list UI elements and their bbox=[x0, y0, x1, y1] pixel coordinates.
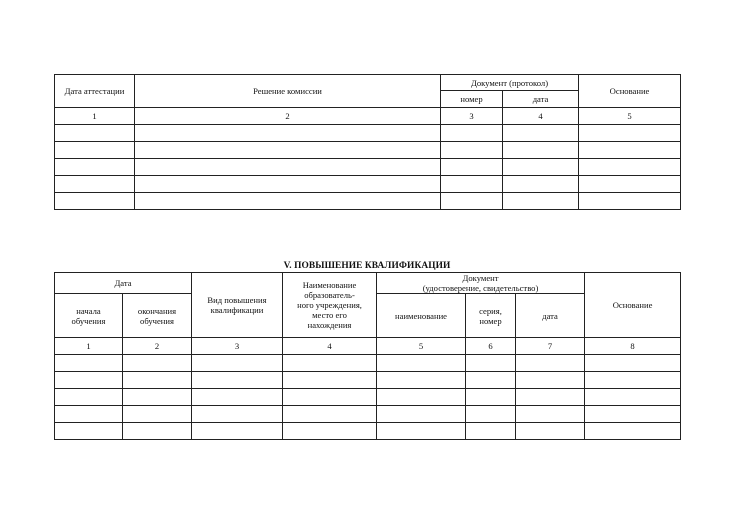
column-number: 1 bbox=[55, 108, 135, 125]
document-series-header: серия, номер bbox=[466, 294, 516, 338]
column-number: 2 bbox=[123, 338, 192, 355]
table-cell[interactable] bbox=[55, 193, 135, 210]
basis-header: Основание bbox=[585, 273, 681, 338]
table-cell[interactable] bbox=[585, 372, 681, 389]
column-number: 4 bbox=[283, 338, 377, 355]
commission-decision-header: Решение комиссии bbox=[135, 75, 441, 108]
table-cell[interactable] bbox=[585, 406, 681, 423]
column-number: 1 bbox=[55, 338, 123, 355]
table-cell[interactable] bbox=[135, 176, 441, 193]
table-cell[interactable] bbox=[377, 372, 466, 389]
table-row bbox=[55, 193, 681, 210]
table-cell[interactable] bbox=[192, 406, 283, 423]
table-cell[interactable] bbox=[123, 372, 192, 389]
column-number: 5 bbox=[579, 108, 681, 125]
date-header: Дата bbox=[55, 273, 192, 294]
table-cell[interactable] bbox=[135, 142, 441, 159]
table-cell[interactable] bbox=[516, 372, 585, 389]
column-number: 3 bbox=[192, 338, 283, 355]
table-cell[interactable] bbox=[503, 176, 579, 193]
training-end-header: окончания обучения bbox=[123, 294, 192, 338]
table-cell[interactable] bbox=[123, 389, 192, 406]
table-cell[interactable] bbox=[466, 355, 516, 372]
column-number: 2 bbox=[135, 108, 441, 125]
table-cell[interactable] bbox=[503, 142, 579, 159]
table-row bbox=[55, 389, 681, 406]
table-cell[interactable] bbox=[377, 355, 466, 372]
attestation-table bbox=[54, 74, 681, 210]
table-cell[interactable] bbox=[441, 193, 503, 210]
protocol-number-header: номер bbox=[441, 91, 503, 108]
table-row bbox=[55, 355, 681, 372]
table-row bbox=[55, 406, 681, 423]
table-cell[interactable] bbox=[192, 355, 283, 372]
table-cell[interactable] bbox=[579, 125, 681, 142]
column-number: 8 bbox=[585, 338, 681, 355]
table-cell[interactable] bbox=[123, 355, 192, 372]
table-cell[interactable] bbox=[55, 423, 123, 440]
table-cell[interactable] bbox=[55, 406, 123, 423]
table-cell[interactable] bbox=[579, 159, 681, 176]
table-cell[interactable] bbox=[585, 389, 681, 406]
table-cell[interactable] bbox=[441, 142, 503, 159]
table-cell[interactable] bbox=[516, 355, 585, 372]
column-number: 7 bbox=[516, 338, 585, 355]
table-cell[interactable] bbox=[516, 389, 585, 406]
table-cell[interactable] bbox=[55, 372, 123, 389]
table-cell[interactable] bbox=[283, 355, 377, 372]
table-cell[interactable] bbox=[441, 159, 503, 176]
table-cell[interactable] bbox=[123, 423, 192, 440]
table-cell[interactable] bbox=[192, 372, 283, 389]
table-cell[interactable] bbox=[377, 406, 466, 423]
table-row bbox=[55, 142, 681, 159]
table-cell[interactable] bbox=[377, 389, 466, 406]
table-cell[interactable] bbox=[123, 406, 192, 423]
table-cell[interactable] bbox=[55, 176, 135, 193]
table-cell[interactable] bbox=[466, 389, 516, 406]
table-cell[interactable] bbox=[283, 389, 377, 406]
protocol-date-header: дата bbox=[503, 91, 579, 108]
column-number: 3 bbox=[441, 108, 503, 125]
table-row bbox=[55, 423, 681, 440]
table-cell[interactable] bbox=[585, 355, 681, 372]
column-number: 6 bbox=[466, 338, 516, 355]
qualification-type-header: Вид повышения квалификации bbox=[192, 273, 283, 338]
table-cell[interactable] bbox=[135, 159, 441, 176]
column-number-row bbox=[55, 338, 681, 355]
table-row bbox=[55, 125, 681, 142]
table-cell[interactable] bbox=[579, 142, 681, 159]
table-cell[interactable] bbox=[192, 423, 283, 440]
table-cell[interactable] bbox=[579, 193, 681, 210]
table-cell[interactable] bbox=[466, 372, 516, 389]
protocol-document-header: Документ (протокол) bbox=[441, 75, 579, 91]
column-number-row bbox=[55, 108, 681, 125]
certificate-document-header: Документ (удостоверение, свидетельство) bbox=[377, 273, 585, 294]
table-cell[interactable] bbox=[466, 406, 516, 423]
document-date-header: дата bbox=[516, 294, 585, 338]
table-cell[interactable] bbox=[55, 159, 135, 176]
institution-header: Наименование образователь- ного учреждения, место его нахождения bbox=[283, 273, 377, 338]
table-cell[interactable] bbox=[192, 389, 283, 406]
table-cell[interactable] bbox=[503, 159, 579, 176]
table-cell[interactable] bbox=[55, 125, 135, 142]
table-cell[interactable] bbox=[377, 423, 466, 440]
basis-header: Основание bbox=[579, 75, 681, 108]
table-cell[interactable] bbox=[135, 125, 441, 142]
table-cell[interactable] bbox=[503, 193, 579, 210]
table-cell[interactable] bbox=[516, 406, 585, 423]
table-cell[interactable] bbox=[466, 423, 516, 440]
table-cell[interactable] bbox=[283, 372, 377, 389]
column-number: 4 bbox=[503, 108, 579, 125]
table-cell[interactable] bbox=[135, 193, 441, 210]
training-start-header: начала обучения bbox=[55, 294, 123, 338]
document-name-header: наименование bbox=[377, 294, 466, 338]
column-number: 5 bbox=[377, 338, 466, 355]
table-cell[interactable] bbox=[441, 125, 503, 142]
table-row bbox=[55, 176, 681, 193]
table-row bbox=[55, 159, 681, 176]
section-title: V. ПОВЫШЕНИЕ КВАЛИФИКАЦИИ bbox=[283, 261, 451, 271]
attestation-date-header: Дата аттестации bbox=[55, 75, 135, 108]
table-cell[interactable] bbox=[283, 406, 377, 423]
table-cell[interactable] bbox=[55, 142, 135, 159]
qualification-table bbox=[54, 272, 681, 440]
table-cell[interactable] bbox=[441, 176, 503, 193]
table-cell[interactable] bbox=[585, 423, 681, 440]
table-cell[interactable] bbox=[283, 423, 377, 440]
table-cell[interactable] bbox=[503, 125, 579, 142]
table-cell[interactable] bbox=[516, 423, 585, 440]
table-cell[interactable] bbox=[579, 176, 681, 193]
table-row bbox=[55, 372, 681, 389]
table-cell[interactable] bbox=[55, 355, 123, 372]
table-cell[interactable] bbox=[55, 389, 123, 406]
